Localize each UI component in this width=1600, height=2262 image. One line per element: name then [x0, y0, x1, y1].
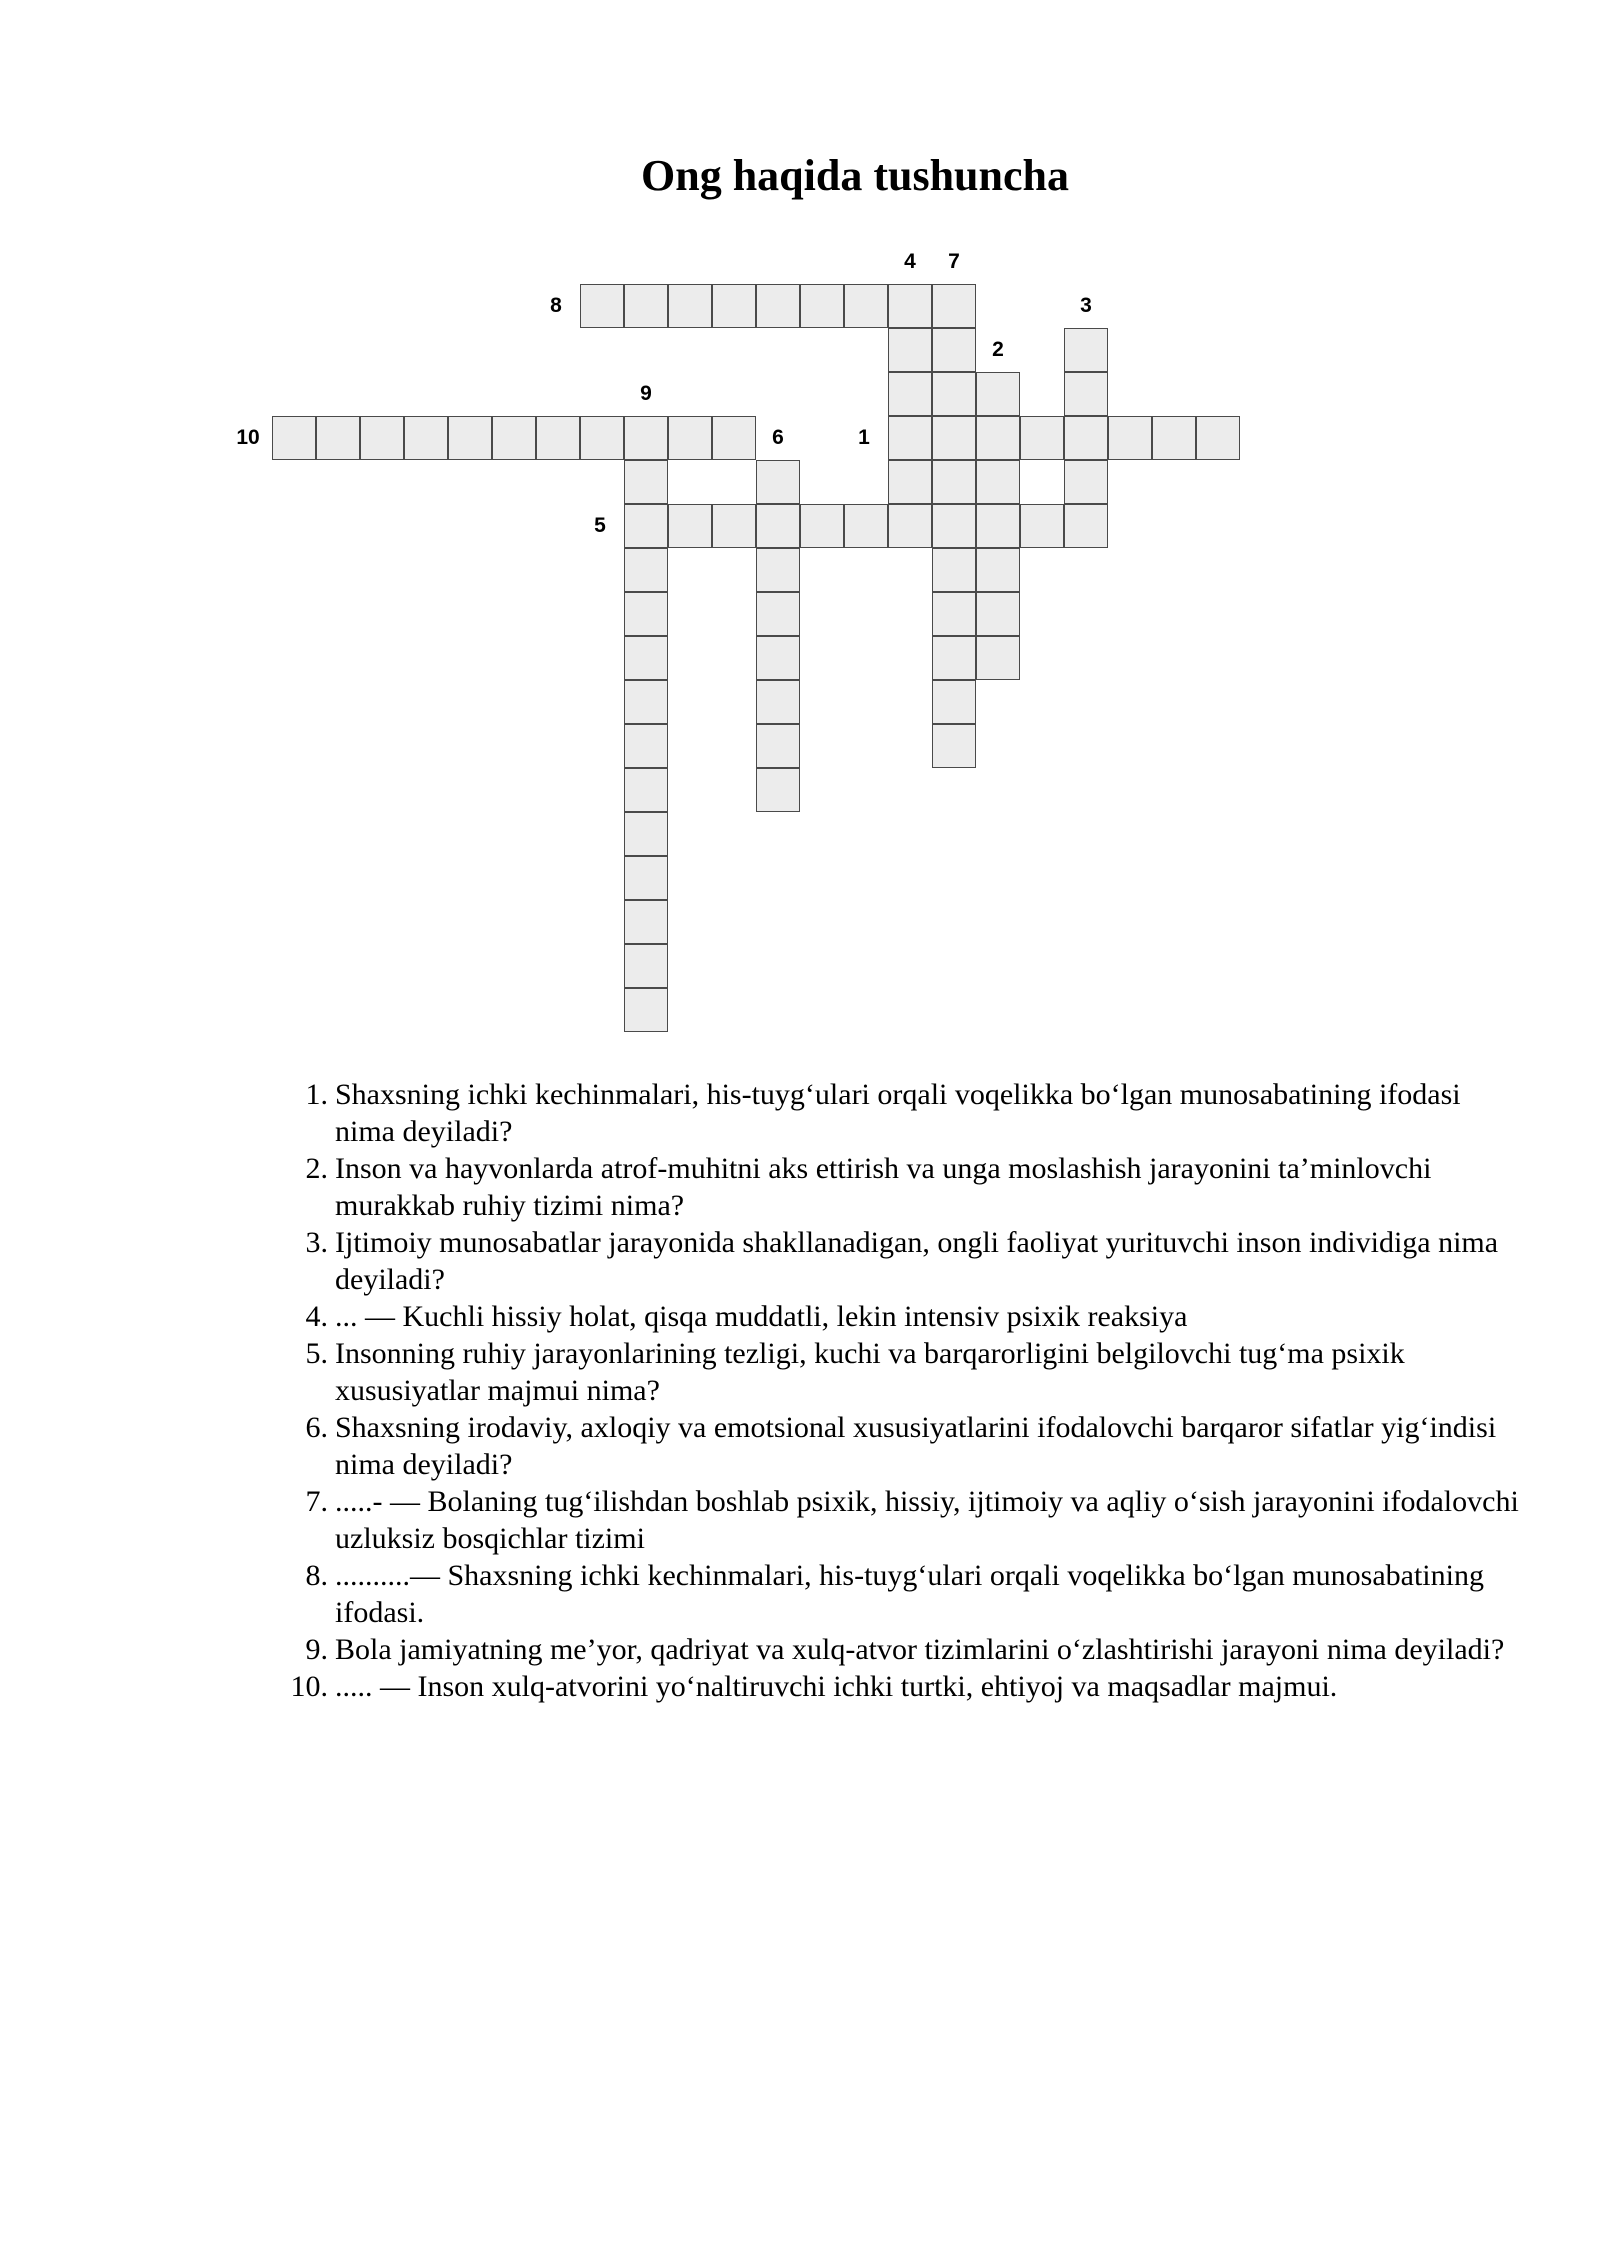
clue-text: Inson va hayvonlarda atrof-muhitni aks ettirish va unga moslashish jarayonini ta’minlovchi murakkab ruhiy tizimi nima? [335, 1152, 1432, 1222]
clue-text: Shaxsning irodaviy, axloqiy va emotsional xususiyatlarini ifodalovchi barqaror sifatlar yig‘indisi nima deyiladi? [335, 1411, 1497, 1481]
crossword-cell [624, 416, 668, 460]
crossword-cell [404, 416, 448, 460]
clue-number-label: 3 [1080, 294, 1092, 317]
clue-number-label: 8 [550, 294, 562, 317]
clue-number: 6. [305, 1411, 328, 1444]
crossword-cell [756, 504, 800, 548]
crossword-cell [932, 724, 976, 768]
crossword-cell [888, 416, 932, 460]
crossword-cell [668, 416, 712, 460]
clue-number-label: 5 [594, 514, 606, 537]
crossword-cell [844, 284, 888, 328]
clue-number-label: 7 [948, 250, 960, 273]
clue-item [280, 1557, 1520, 1631]
crossword-cell [360, 416, 404, 460]
crossword-cell [712, 416, 756, 460]
crossword-cell [888, 372, 932, 416]
clue-text: Shaxsning ichki kechinmalari, his-tuyg‘ulari orqali voqelikka bo‘lgan munosabatining ifodasi nima deyiladi? [335, 1078, 1461, 1148]
crossword-cell [756, 592, 800, 636]
crossword-cell [1064, 372, 1108, 416]
clue-number-label: 9 [640, 382, 652, 405]
clue-number: 3. [305, 1226, 328, 1259]
crossword-cell [976, 460, 1020, 504]
clue-number: 7. [305, 1485, 328, 1518]
crossword-cell [1020, 504, 1064, 548]
crossword-cell [888, 504, 932, 548]
crossword-cell [580, 284, 624, 328]
crossword-cell [932, 372, 976, 416]
clue-text: Ijtimoiy munosabatlar jarayonida shakllanadigan, ongli faoliyat yurituvchi inson individiga nima deyiladi? [335, 1226, 1499, 1296]
crossword-cell [932, 636, 976, 680]
crossword-cell [932, 548, 976, 592]
crossword-cell [624, 548, 668, 592]
crossword-cell [976, 636, 1020, 680]
crossword-cell [976, 372, 1020, 416]
crossword-cell [624, 284, 668, 328]
clue-text: ... — Kuchli hissiy holat, qisqa muddatli, lekin intensiv psixik reaksiya [335, 1300, 1188, 1333]
crossword-cell [712, 284, 756, 328]
crossword-cell [1064, 416, 1108, 460]
crossword-cell [712, 504, 756, 548]
crossword-cell [624, 944, 668, 988]
clue-item [280, 1483, 1520, 1557]
crossword-cell [976, 504, 1020, 548]
clue-item [280, 1150, 1520, 1224]
crossword-cell [316, 416, 360, 460]
crossword-cell [756, 680, 800, 724]
clue-text: .....- — Bolaning tug‘ilishdan boshlab psixik, hissiy, ijtimoiy va aqliy o‘sish jarayonini ifodalovchi uzluksiz bosqichlar tizimi [335, 1485, 1519, 1555]
crossword-cell [756, 284, 800, 328]
crossword-cell [756, 768, 800, 812]
clue-number-label: 1 [858, 426, 870, 449]
crossword-cell [624, 680, 668, 724]
crossword-cell [624, 768, 668, 812]
page-title: Ong haqida tushuncha [641, 151, 1069, 200]
crossword-grid [0, 0, 1600, 1080]
crossword-cell [1196, 416, 1240, 460]
clue-item [280, 1668, 1520, 1705]
crossword-cell [800, 504, 844, 548]
crossword-cell [756, 548, 800, 592]
crossword-cell [1064, 460, 1108, 504]
clue-list [280, 1076, 1520, 1705]
crossword-cell [756, 724, 800, 768]
clue-text: Insonning ruhiy jarayonlarining tezligi, kuchi va barqarorligini belgilovchi tug‘ma psixik xususiyatlar majmui nima? [335, 1337, 1405, 1407]
clue-text: Bola jamiyatning me’yor, qadriyat va xulq-atvor tizimlarini o‘zlashtirishi jarayoni nima deyiladi? [335, 1633, 1505, 1666]
clue-item [280, 1409, 1520, 1483]
crossword-cell [932, 416, 976, 460]
crossword-cell [756, 460, 800, 504]
clue-number: 9. [305, 1633, 328, 1666]
crossword-cell [932, 284, 976, 328]
clue-number-label: 6 [772, 426, 784, 449]
clue-item [280, 1335, 1520, 1409]
crossword-cell [536, 416, 580, 460]
crossword-cell [888, 328, 932, 372]
clue-number: 1. [305, 1078, 328, 1111]
crossword-cell [624, 724, 668, 768]
crossword-cell [624, 636, 668, 680]
crossword-cell [1108, 416, 1152, 460]
clue-number-label: 2 [992, 338, 1004, 361]
clue-item [280, 1298, 1520, 1335]
crossword-cell [448, 416, 492, 460]
crossword-cell [1064, 328, 1108, 372]
clue-item [280, 1631, 1520, 1668]
crossword-cell [624, 900, 668, 944]
crossword-cell [888, 460, 932, 504]
crossword-cell [668, 504, 712, 548]
crossword-cell [932, 460, 976, 504]
crossword-cell [756, 636, 800, 680]
crossword-cell [624, 504, 668, 548]
clue-number: 10. [290, 1670, 328, 1703]
crossword-cell [800, 284, 844, 328]
crossword-cell [976, 416, 1020, 460]
crossword-cell [932, 680, 976, 724]
clue-text: ..... — Inson xulq-atvorini yo‘naltiruvchi ichki turtki, ehtiyoj va maqsadlar majmui. [335, 1670, 1338, 1703]
crossword-cell [624, 812, 668, 856]
crossword-cell [272, 416, 316, 460]
crossword-cell [624, 460, 668, 504]
crossword-cell [668, 284, 712, 328]
clue-number: 2. [305, 1152, 328, 1185]
crossword-cell [624, 856, 668, 900]
clue-number: 8. [305, 1559, 328, 1592]
crossword-cell [844, 504, 888, 548]
clue-item [280, 1076, 1520, 1150]
crossword-cell [976, 548, 1020, 592]
clue-number-label: 4 [904, 250, 916, 273]
crossword-cell [492, 416, 536, 460]
crossword-cell [1020, 416, 1064, 460]
clue-text: ..........— Shaxsning ichki kechinmalari, his-tuyg‘ulari orqali voqelikka bo‘lgan munosabatining ifodasi. [335, 1559, 1484, 1629]
crossword-cell [888, 284, 932, 328]
crossword-cell [932, 592, 976, 636]
crossword-cell [624, 592, 668, 636]
clue-number-label: 10 [236, 426, 260, 449]
clue-number: 5. [305, 1337, 328, 1370]
crossword-cell [1064, 504, 1108, 548]
crossword-cell [932, 328, 976, 372]
crossword-cell [580, 416, 624, 460]
crossword-cell [624, 988, 668, 1032]
crossword-cell [1152, 416, 1196, 460]
crossword-cell [976, 592, 1020, 636]
crossword-cell [932, 504, 976, 548]
clue-item [280, 1224, 1520, 1298]
clue-number: 4. [305, 1300, 328, 1333]
